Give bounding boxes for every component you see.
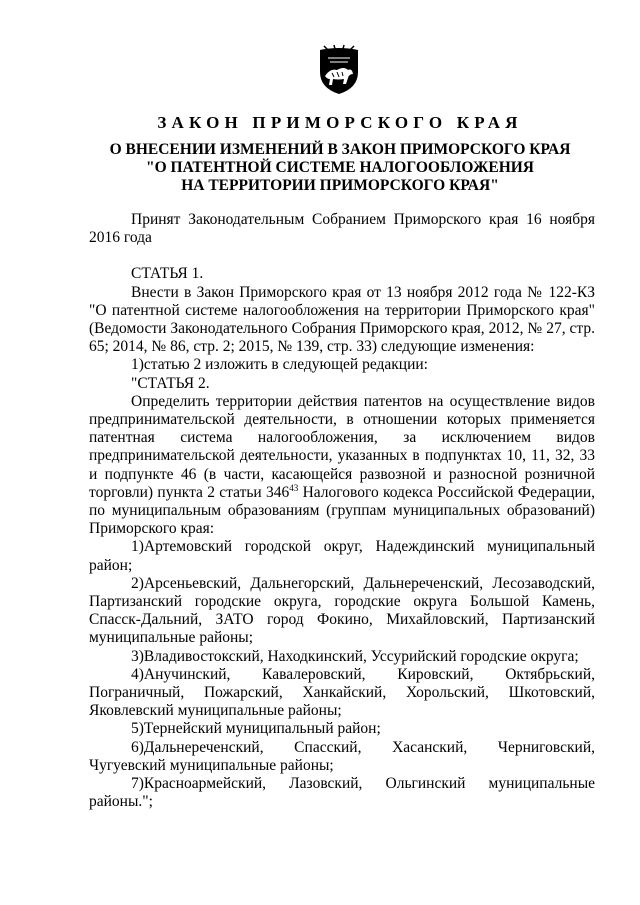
heading-line: НА ТЕРРИТОРИИ ПРИМОРСКОГО КРАЯ" [181, 177, 499, 194]
article-2-text [89, 393, 595, 539]
law-title: ЗАКОН ПРИМОРСКОГО КРАЯ [157, 113, 523, 132]
adoption-note: Принят Законодательным Собранием Приморского края 16 ноября 2016 года [89, 211, 595, 247]
article-superscript: 43 [289, 482, 299, 493]
article-1-label: СТАТЬЯ 1. [131, 265, 204, 283]
territory-group: 2)Арсеньевский, Дальнегорский, Дальнереченский, Лесозаводский, Партизанский городские округа, городские округа Большой Камень, Спасск-Дальний, ЗАТО город Фокино, Михайловский, Партизанский муниципальные районы; [89, 574, 595, 647]
law-body [89, 211, 595, 812]
heading-line: "О ПАТЕНТНОЙ СИСТЕМЕ НАЛОГООБЛОЖЕНИЯ [146, 159, 534, 176]
territory-group: 4)Анучинский, Кавалеровский, Кировский, Октябрьский, Пограничный, Пожарский, Ханкайский, Хорольский, Шкотовский, Яковлевский муниципальные районы; [89, 665, 595, 720]
territory-group: 6)Дальнереченский, Спасский, Хасанский, Черниговский, Чугуевский муниципальные районы; [89, 738, 595, 774]
article-2-text-a: Определить территории действия патентов на осуществление видов предпринимательской деятельности, в отношении которых применяется патентная система налогообложения, за исключением видов предпринимательской деятельности, указанных в подпунктах 10, 11, 32, 33 и подпункте 46 (в части, касающейся развозной и разносной розничной торговли) пункта 2 статьи 346 [89, 392, 595, 501]
territory-group: 3)Владивостокский, Находкинский, Уссурийский городские округа; [131, 647, 579, 665]
law-heading [0, 141, 640, 195]
item-1: 1)статью 2 изложить в следующей редакции: [131, 356, 428, 374]
article-2-text-b: Налогового кодекса Российской Федерации, по муниципальным образованиям (группам муниципальных образований) Приморского края: [89, 483, 595, 538]
territory-group: 7)Красноармейский, Лазовский, Ольгинский муниципальные районы."; [89, 775, 595, 811]
territory-group: 1)Артемовский городской округ, Надеждинский муниципальный район; [89, 538, 595, 574]
territory-group: 5)Тернейский муниципальный район; [131, 720, 381, 738]
article-2-label: "СТАТЬЯ 2. [131, 374, 210, 392]
coat-of-arms-emblem [318, 44, 360, 96]
heading-line: О ВНЕСЕНИИ ИЗМЕНЕНИЙ В ЗАКОН ПРИМОРСКОГО КРАЯ [109, 141, 571, 158]
article-1-text: Внести в Закон Приморского края от 13 ноября 2012 года № 122-КЗ "О патентной системе налогообложения на территории Приморского края" (Ведомости Законодательного Собрания Приморского края, 2012, № 27, стр. 65; 2014, № 86, стр. 2; 2015, № 139, стр. 33) следующие изменения: [89, 283, 595, 356]
